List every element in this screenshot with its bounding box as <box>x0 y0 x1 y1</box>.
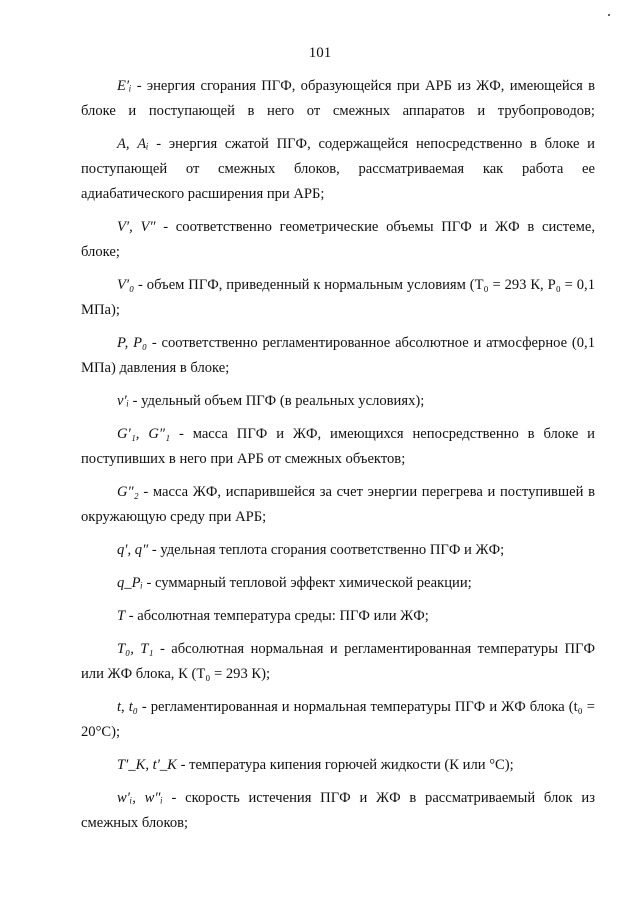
definition-symbol: T′_K, t′_K <box>117 757 177 773</box>
definition-symbol: G″₂ <box>117 484 139 500</box>
definition-g2 <box>81 480 595 530</box>
definition-t-t0 <box>81 695 595 745</box>
definition-g1 <box>81 422 595 472</box>
definition-symbol: q_Pᵢ <box>117 575 143 591</box>
definition-a <box>81 132 595 207</box>
definition-p <box>81 331 595 381</box>
definition-v0 <box>81 273 595 323</box>
definition-v-specific <box>81 389 595 414</box>
definition-text: - удельная теплота сгорания соответственно ПГФ и ЖФ; <box>148 542 505 558</box>
page-number: 101 <box>308 45 332 61</box>
definition-t <box>81 604 595 629</box>
definition-e-i <box>81 74 595 124</box>
definition-w <box>81 786 595 836</box>
definition-text: - энергия сгорания ПГФ, образующейся при АРБ из ЖФ, имеющейся в блоке и поступающей в него от смежных аппаратов и трубопроводов; <box>81 78 595 119</box>
definition-symbol: А, Aᵢ <box>117 136 149 152</box>
definition-text: - температура кипения горючей жидкости (К или °С); <box>176 757 514 773</box>
definition-text: - масса ЖФ, испарившейся за счет энергии перегрева и поступившей в окружающую среду при АРБ; <box>81 484 595 525</box>
definition-symbol: G′₁, G″₁ <box>117 426 171 442</box>
definition-text: - соответственно геометрические объемы ПГФ и ЖФ в системе, блоке; <box>81 219 595 260</box>
definition-tk <box>81 753 595 778</box>
definitions-list <box>81 74 595 844</box>
definition-v <box>81 215 595 265</box>
definition-q <box>81 538 595 563</box>
definition-text: - энергия сжатой ПГФ, содержащейся непосредственно в блоке и поступающей от смежных блоков, рассматриваемая как работа ее адиабатического расширения при АРБ; <box>81 136 595 202</box>
definition-text: - скорость истечения ПГФ и ЖФ в рассматриваемый блок из смежных блоков; <box>81 790 595 831</box>
definition-text: - соответственно регламентированное абсолютное и атмосферное (0,1 МПа) давления в блоке; <box>81 335 595 376</box>
definition-text: - абсолютная температура среды: ПГФ или ЖФ; <box>125 608 429 624</box>
definition-text: - объем ПГФ, приведенный к нормальным условиям (T₀ = 293 К, P₀ = 0,1 МПа); <box>81 277 595 318</box>
definition-symbol: t, t₀ <box>117 699 138 715</box>
definition-text: - суммарный тепловой эффект химической реакции; <box>142 575 472 591</box>
definition-t0-t1 <box>81 637 595 687</box>
definition-symbol: q′, q″ <box>117 542 149 558</box>
definition-text: - удельный объем ПГФ (в реальных условиях); <box>128 393 425 409</box>
definition-symbol: v′ᵢ <box>117 393 129 409</box>
definition-symbol: V′, V″ <box>117 219 156 235</box>
definition-symbol: Т <box>117 608 126 624</box>
definition-qp <box>81 571 595 596</box>
definition-text: - регламентированная и нормальная температуры ПГФ и ЖФ блока (t₀ = 20°С); <box>81 699 596 740</box>
scan-speck <box>608 14 610 16</box>
definition-text: - абсолютная нормальная и регламентированная температуры ПГФ или ЖФ блока, К (T₀ = 293 К); <box>81 641 595 682</box>
definition-symbol: Р, P₀ <box>117 335 148 351</box>
definition-text: - масса ПГФ и ЖФ, имеющихся непосредственно в блоке и поступивших в него при АРБ от смежных объектов; <box>81 426 595 467</box>
definition-symbol: w′ᵢ, w″ᵢ <box>117 790 163 806</box>
definition-symbol: T₀, T₁ <box>117 641 154 657</box>
definition-symbol: V′₀ <box>117 277 135 293</box>
definition-symbol: E′ᵢ <box>117 78 132 94</box>
